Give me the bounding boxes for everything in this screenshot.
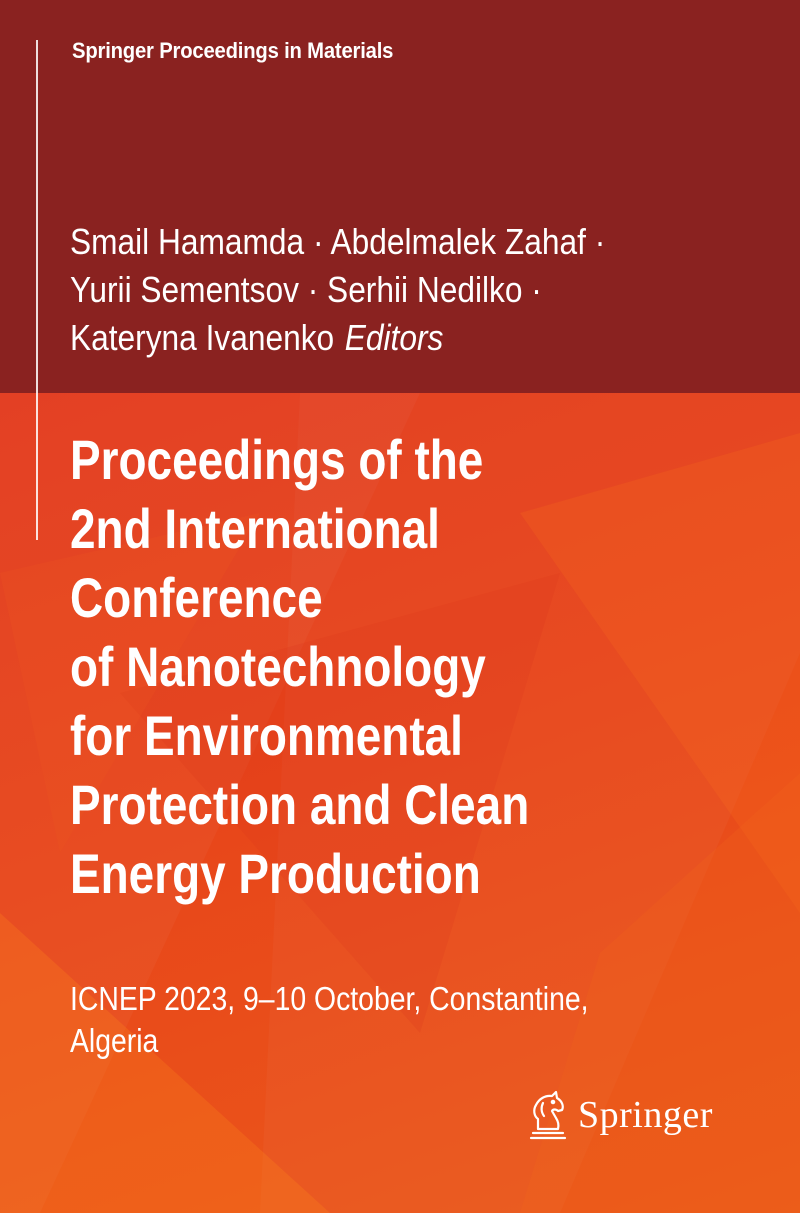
vertical-rule bbox=[36, 40, 38, 540]
publisher-name: Springer bbox=[578, 1094, 713, 1136]
editors-line-last bbox=[70, 314, 704, 362]
springer-horse-icon bbox=[526, 1089, 570, 1141]
subtitle-line: ICNEP 2023, 9–10 October, Constantine, bbox=[70, 980, 589, 1017]
editors-line: Yurii Sementsov · Serhii Nedilko · bbox=[70, 269, 542, 310]
book-title bbox=[70, 425, 693, 908]
title-line: Conference bbox=[70, 566, 323, 629]
title-line: Energy Production bbox=[70, 842, 481, 905]
editors-block bbox=[70, 218, 704, 362]
title-line: Proceedings of the bbox=[70, 428, 484, 491]
title-line: of Nanotechnology bbox=[70, 635, 486, 698]
title-line: 2nd International bbox=[70, 497, 440, 560]
publisher-logo bbox=[526, 1087, 713, 1143]
subtitle-line: Algeria bbox=[70, 1022, 159, 1059]
title-line: for Environmental bbox=[70, 704, 463, 767]
editors-line: Smail Hamamda · Abdelmalek Zahaf · bbox=[70, 221, 606, 262]
editors-role: Editors bbox=[344, 317, 444, 358]
editor-name: Kateryna Ivanenko bbox=[70, 317, 335, 358]
title-line: Protection and Clean bbox=[70, 773, 530, 836]
book-subtitle bbox=[70, 978, 724, 1062]
series-title: Springer Proceedings in Materials bbox=[72, 38, 394, 63]
